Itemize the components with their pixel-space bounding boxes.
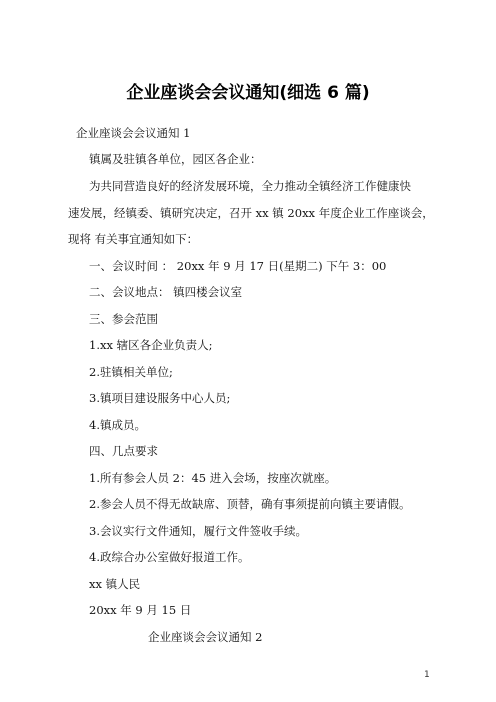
list-item: 4.政综合办公室做好报道工作。 [89,550,250,564]
section-heading-2: 企业座谈会会议通知 2 [148,630,263,644]
issue-date: 20xx 年 9 月 15 日 [89,603,192,617]
meeting-location: 二、会议地点： 镇四楼会议室 [89,285,243,299]
meeting-time: 一、会议时间 ： 20xx 年 9 月 17 日(星期二) 下午 3：00 [89,259,387,273]
intro-line: 速发展，经镇委、镇研究决定，召开 xx 镇 20xx 年度企业工作座谈会， [68,206,434,220]
list-item: 1.所有参会人员 2：45 进入会场，按座次就座。 [89,471,337,485]
intro-line: 为共同营造良好的经济发展环境，全力推动全镇经济工作健康快 [89,179,411,193]
list-item: 2.参会人员不得无故缺席、顶替，确有事须提前向镇主要请假。 [89,497,411,511]
salutation: 镇属及驻镇各单位，园区各企业： [89,152,262,166]
list-item: 3.会议实行文件通知，履行文件签收手续。 [89,524,307,538]
list-item: 3.镇项目建设服务中心人员; [89,391,231,405]
document-title: 企业座谈会会议通知(细选 6 篇) [126,83,370,103]
attendee-scope-heading: 三、参会范围 [89,312,158,326]
section-heading-1: 企业座谈会会议通知 1 [76,126,191,140]
issuer: xx 镇人民 [89,577,141,591]
list-item: 1.xx 辖区各企业负责人; [89,338,213,352]
page-number: 1 [424,670,430,680]
requirements-heading: 四、几点要求 [89,444,158,458]
list-item: 4.镇成员。 [89,418,146,432]
list-item: 2.驻镇相关单位; [89,365,173,379]
intro-line: 现将 有关事宜通知如下： [68,232,199,246]
